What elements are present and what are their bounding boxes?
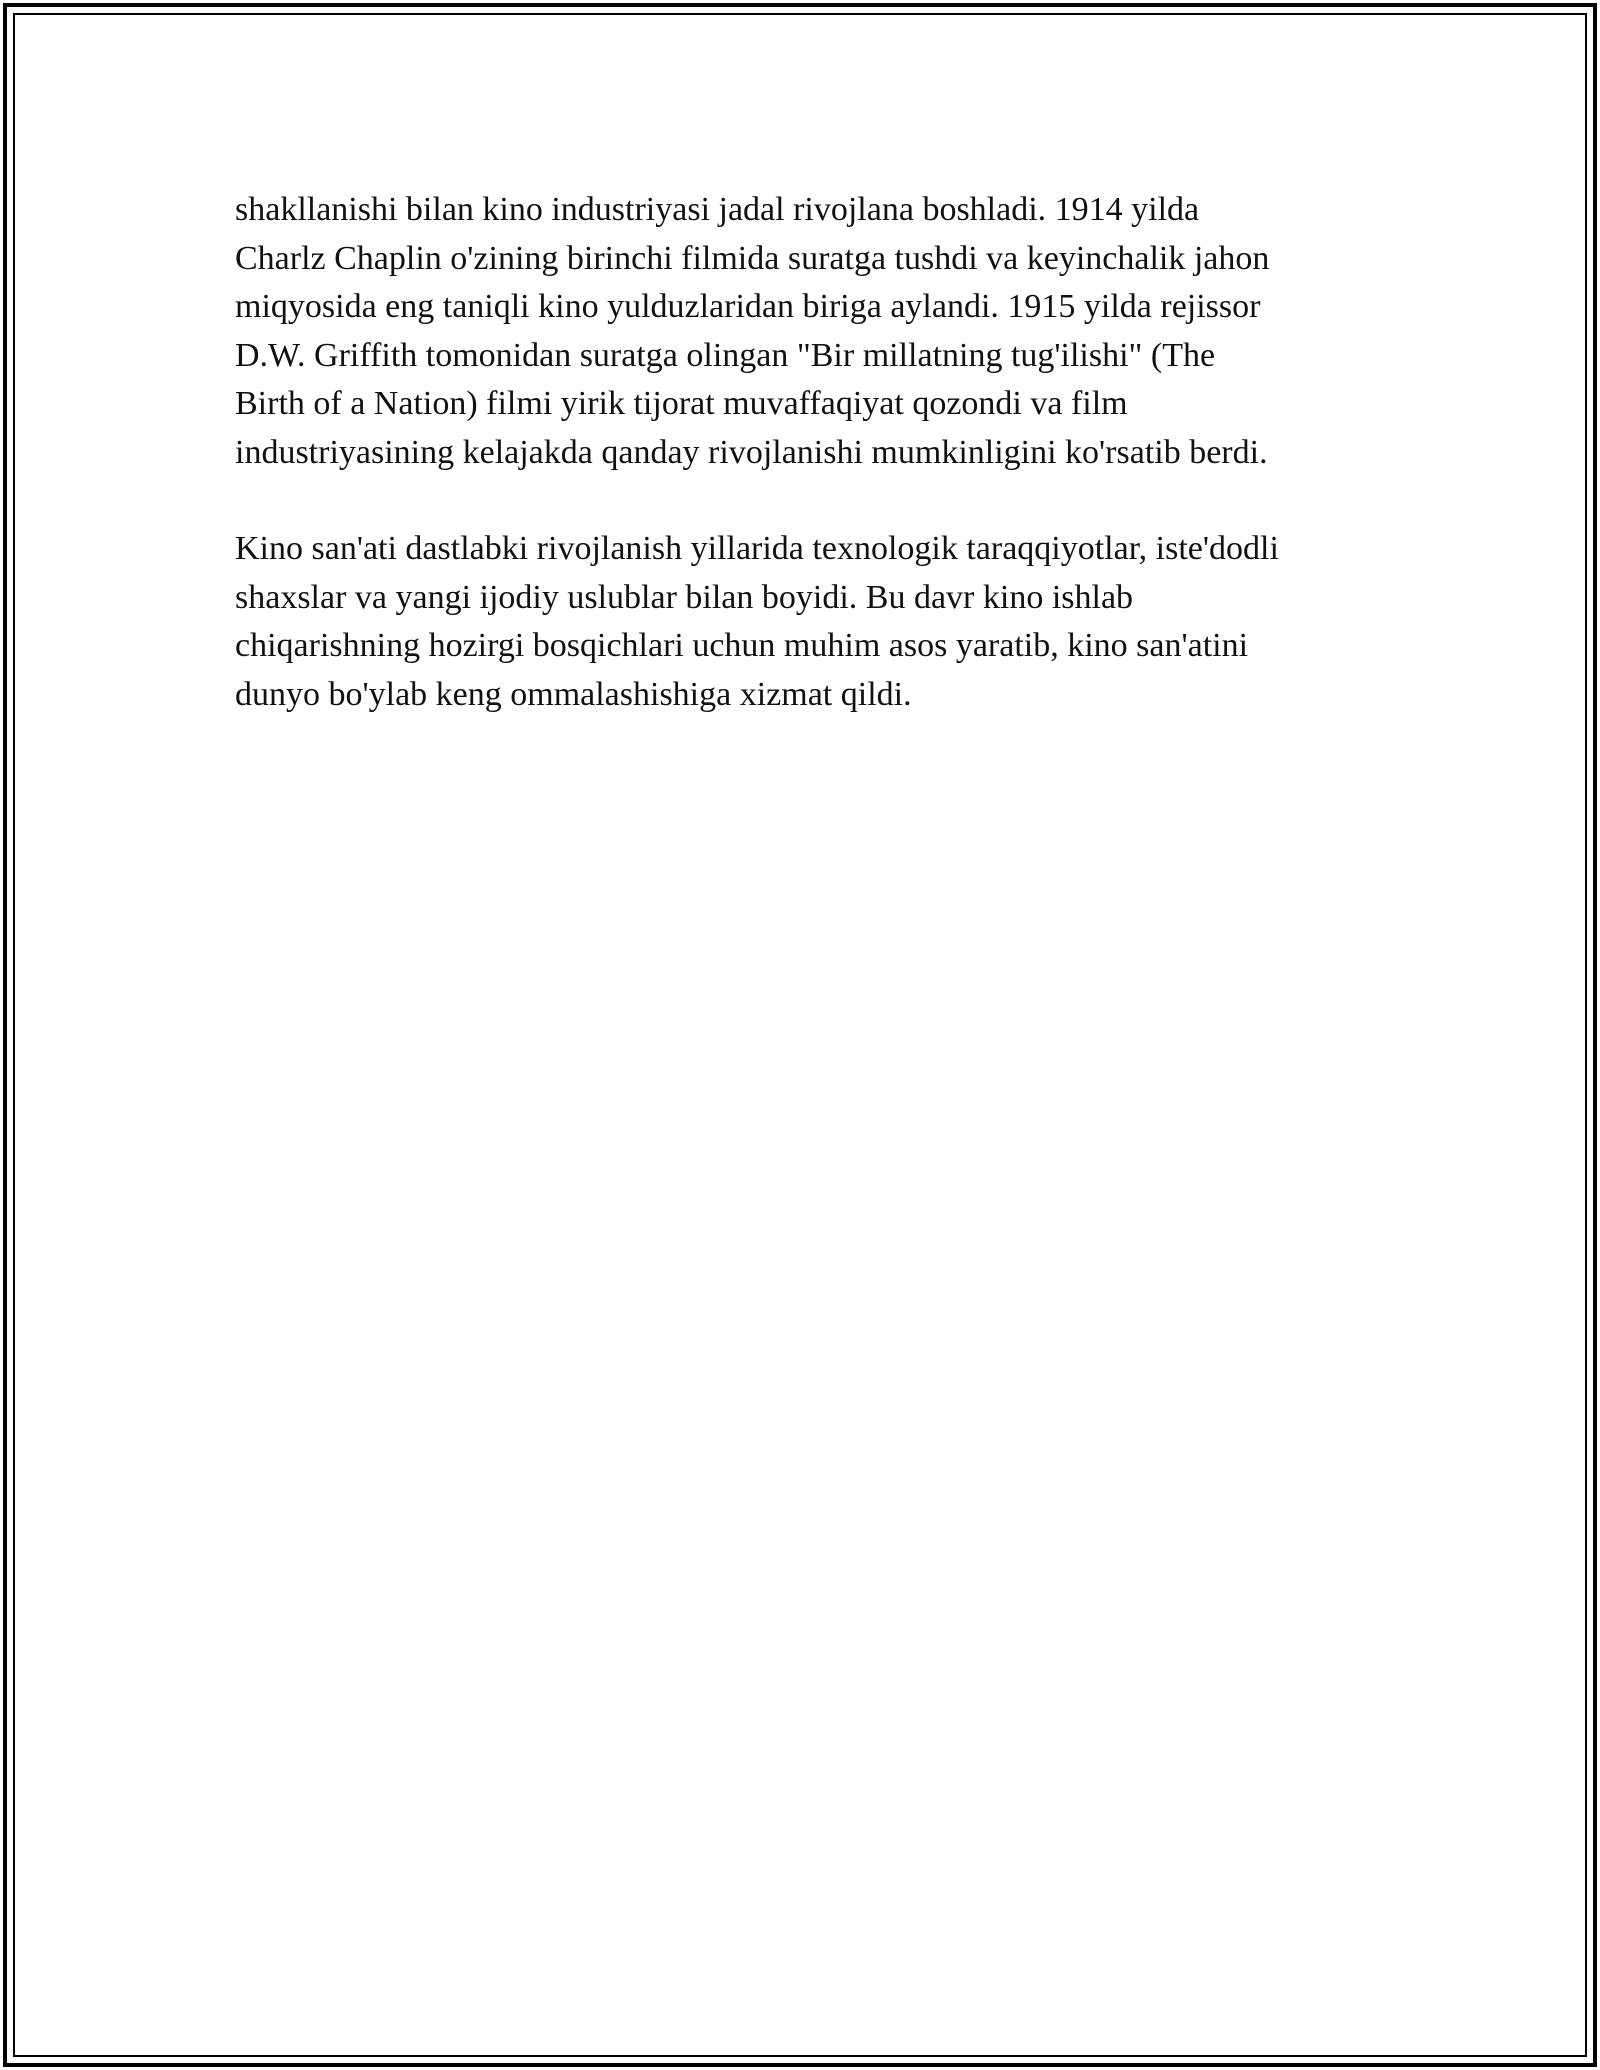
paragraph-2: Kino san'ati dastlabki rivojlanish yillarida texnologik taraqqiyotlar, iste'dodli shaxslar va yangi ijodiy uslublar bilan boyidi. Bu davr kino ishlab chiqarishning hozirgi bosqichlari uchun muhim asos yaratib, kino san'atini dunyo bo'ylab keng ommalashishiga xizmat qildi. (235, 530, 1279, 713)
document-body (235, 186, 1385, 767)
paragraph-1: shakllanishi bilan kino industriyasi jadal rivojlana boshladi. 1914 yilda Charlz Chaplin o'zining birinchi filmida suratga tushdi va keyinchalik jahon miqyosida eng taniqli kino yulduzlaridan biriga aylandi. 1915 yilda rejissor D.W. Griffith tomonidan suratga olingan "Bir millatning tug'ilishi" (The Birth of a Nation) filmi yirik tijorat muvaffaqiyat qozondi va film industriyasining kelajakda qanday rivojlanishi mumkinligini ko'rsatib berdi. (235, 191, 1270, 471)
